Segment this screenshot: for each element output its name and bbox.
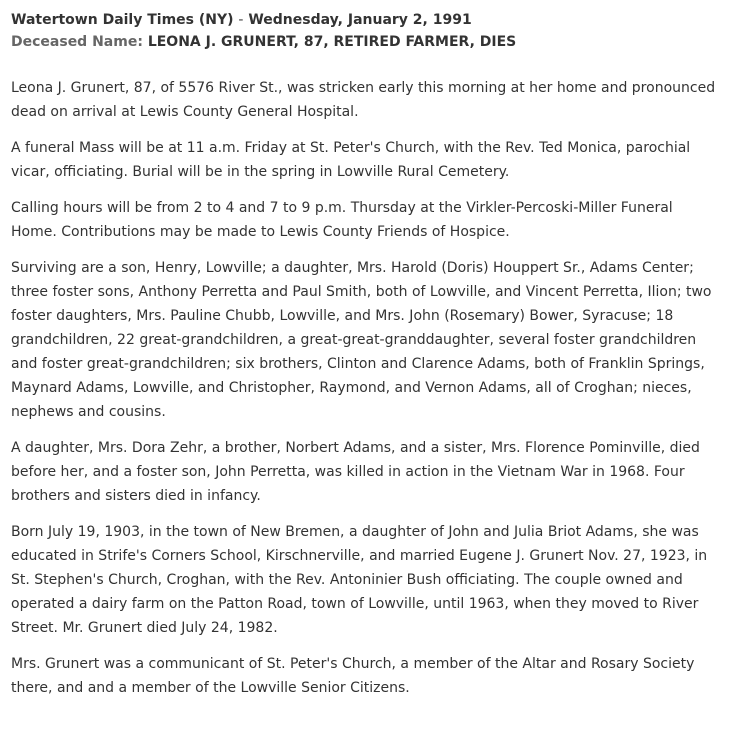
article-body (11, 76, 722, 700)
article-paragraph: Born July 19, 1903, in the town of New Bremen, a daughter of John and Julia Briot Adams, she was educated in Strife's Corners School, Kirschnerville, and married Eugene J. Grunert Nov. 27, 1923, in St. Stephen's Church, Croghan, with the Rev. Antoninier Bush officiating. The couple owned and operated a dairy farm on the Patton Road, town of Lowville, until 1963, when they moved to River Street. Mr. Grunert died July 24, 1982. (11, 524, 708, 636)
deceased-name-value: LEONA J. GRUNERT, 87, RETIRED FARMER, DIES (147, 34, 517, 50)
article-paragraph: A daughter, Mrs. Dora Zehr, a brother, Norbert Adams, and a sister, Mrs. Florence Pominville, died before her, and a foster son, John Perretta, was killed in action in the Vietnam War in 1968. Four brothers and sisters died in infancy. (11, 440, 700, 504)
article-paragraph: A funeral Mass will be at 11 a.m. Friday at St. Peter's Church, with the Rev. Ted Monica, parochial vicar, officiating. Burial will be in the spring in Lowville Rural Cemetery. (11, 140, 691, 180)
deceased-name-label: Deceased Name: (11, 34, 143, 50)
article-paragraph: Mrs. Grunert was a communicant of St. Peter's Church, a member of the Altar and Rosary Society there, and and a member of the Lowville Senior Citizens. (11, 656, 695, 696)
publication-line (11, 9, 722, 31)
header-separator: - (238, 12, 244, 28)
publication-date: Wednesday, January 2, 1991 (248, 12, 472, 28)
article-paragraph: Surviving are a son, Henry, Lowville; a daughter, Mrs. Harold (Doris) Houppert Sr., Adams Center; three foster sons, Anthony Perretta and Paul Smith, both of Lowville, and Vincent Perretta, Ilion; two foster daughters, Mrs. Pauline Chubb, Lowville, and Mrs. John (Rosemary) Bower, Syracuse; 18 grandchildren, 22 great-grandchildren, a great-great-granddaughter, several foster grandchildren and foster great-grandchildren; six brothers, Clinton and Clarence Adams, both of Franklin Springs, Maynard Adams, Lowville, and Christopher, Raymond, and Vernon Adams, all of Croghan; nieces, nephews and cousins. (11, 260, 712, 420)
article-paragraph: Calling hours will be from 2 to 4 and 7 to 9 p.m. Thursday at the Virkler-Percoski-Miller Funeral Home. Contributions may be made to Lewis County Friends of Hospice. (11, 200, 673, 240)
article-paragraph: Leona J. Grunert, 87, of 5576 River St., was stricken early this morning at her home and pronounced dead on arrival at Lewis County General Hospital. (11, 80, 716, 120)
deceased-line (11, 31, 722, 53)
publication-name: Watertown Daily Times (NY) (11, 12, 234, 28)
